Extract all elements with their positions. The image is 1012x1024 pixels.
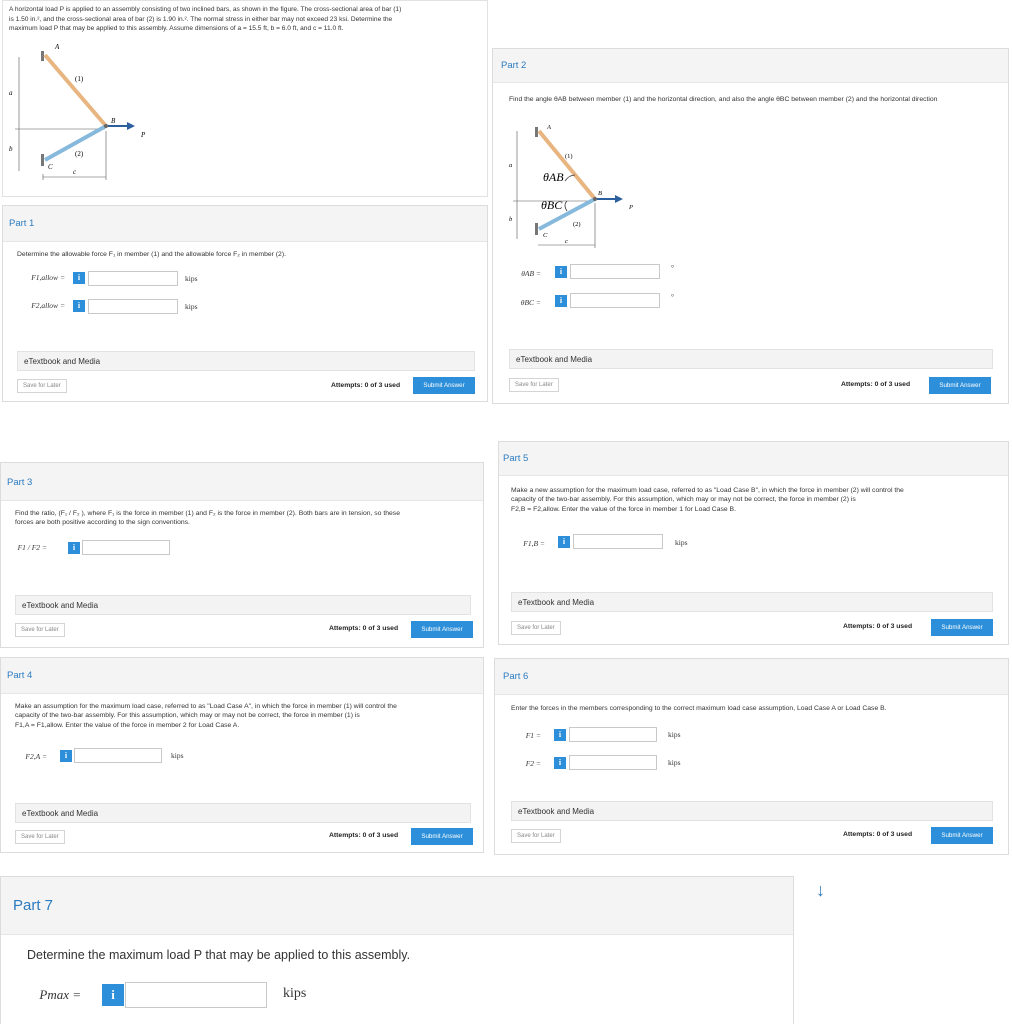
f2-allow-label: F2,allow = [31, 301, 65, 310]
f1-unit: kips [668, 730, 681, 739]
f1b-label: F1,B = [523, 539, 545, 548]
part-1-title: Part 1 [9, 218, 35, 229]
f2a-unit: kips [171, 751, 184, 760]
part-3-question-line-2: forces are both positive according to the sign conventions. [15, 519, 190, 527]
part-4-card [0, 657, 484, 853]
problem-line-2: is 1.50 in.², and the cross-sectional area of bar (2) is 1.90 in.². The normal stress in either bar may not exceed 23 ksi. Determine the [9, 15, 393, 23]
part-2-header [493, 49, 1008, 83]
part-5-header [499, 442, 1008, 476]
part-6-question: Enter the forces in the members corresponding to the correct maximum load case assumption, Load Case A or Load Case B. [511, 705, 887, 712]
info-icon[interactable]: i [558, 536, 570, 548]
part-6-card [494, 658, 1009, 855]
part-4-question [15, 702, 477, 730]
part-4-header [1, 658, 483, 694]
part-5-question-line-2: capacity of the two-bar assembly. For this assumption, which may or may not be correct, the force in member (2) is [511, 496, 856, 504]
pmax-input[interactable] [125, 982, 267, 1008]
info-icon[interactable]: i [554, 729, 566, 741]
fig-label-p: P [141, 131, 146, 139]
problem-statement [2, 0, 488, 197]
f1-allow-label: F1,allow = [31, 273, 65, 282]
f1-input[interactable] [569, 727, 657, 742]
part-3-question-line-1: Find the ratio, (F₁ / F₂ ), where F₁ is the force in member (1) and F₂ is the force in member (2). Both bars are in tension, so these [15, 510, 400, 517]
part-1-save-button[interactable]: Save for Later [17, 379, 67, 393]
scroll-down-icon[interactable]: ↓ [816, 880, 825, 900]
part-6-etextbook[interactable]: eTextbook and Media [511, 801, 993, 821]
part-2-submit-button[interactable]: Submit Answer [929, 377, 991, 394]
part-3-etextbook[interactable]: eTextbook and Media [15, 595, 471, 615]
part-7-header [1, 877, 793, 935]
fig2-dim-b: b [509, 216, 513, 223]
fig2-label-member-1: (1) [565, 153, 573, 160]
theta-bc-input[interactable] [570, 293, 660, 308]
fig2-dim-c: c [565, 238, 568, 245]
ratio-label: F1 / F2 = [17, 543, 47, 552]
fig-label-c-point: C [48, 163, 53, 171]
problem-line-3: maximum load P that may be applied to this assembly. Assume dimensions of a = 15.5 ft, b = 6.0 ft, and c = 11.0 ft. [9, 25, 344, 33]
info-icon[interactable]: i [73, 300, 85, 312]
fig-dim-b: b [9, 145, 13, 153]
part-2-card [492, 48, 1009, 404]
f2-unit: kips [668, 758, 681, 767]
part-1-header [3, 206, 487, 242]
theta-bc-label: θBC [541, 198, 563, 212]
f2-label: F2 = [525, 759, 541, 768]
fig-label-member-2: (2) [75, 150, 84, 158]
theta-ab-row-label: θAB = [521, 269, 541, 278]
part-2-question: Find the angle θAB between member (1) and the horizontal direction, and also the angle θBC between member (2) and the horizontal direction [509, 96, 938, 103]
theta-ab-label: θAB [543, 170, 564, 184]
fig2-label-b-point: B [598, 190, 602, 197]
fig-label-a-point: A [55, 43, 60, 51]
part-2-save-button[interactable]: Save for Later [509, 378, 559, 392]
f2a-input[interactable] [74, 748, 162, 763]
part-3-attempts: Attempts: 0 of 3 used [329, 625, 399, 632]
info-icon[interactable]: i [73, 272, 85, 284]
f2a-label: F2,A = [25, 752, 47, 761]
part-7-title: Part 7 [13, 897, 54, 914]
f2-input[interactable] [569, 755, 657, 770]
info-icon[interactable]: i [60, 750, 72, 762]
part-5-question-line-1: Make a new assumption for the maximum load case, referred to as "Load Case B", in which the force in member (2) will control the [511, 487, 904, 494]
part-5-save-button[interactable]: Save for Later [511, 621, 561, 635]
part-1-question: Determine the allowable force F₁ in member (1) and the allowable force F₂ in member (2). [17, 251, 286, 258]
part-4-etextbook[interactable]: eTextbook and Media [15, 803, 471, 823]
pmax-label: Pmax = [39, 987, 81, 1002]
f1b-unit: kips [675, 538, 688, 547]
problem-text [9, 5, 487, 34]
part-5-attempts: Attempts: 0 of 3 used [843, 623, 913, 630]
part-6-save-button[interactable]: Save for Later [511, 829, 561, 843]
fig2-dim-a: a [509, 162, 513, 169]
part-1-submit-button[interactable]: Submit Answer [413, 377, 475, 394]
f1-allow-input[interactable] [88, 271, 178, 286]
part-4-save-button[interactable]: Save for Later [15, 830, 65, 844]
part-4-submit-button[interactable]: Submit Answer [411, 828, 473, 845]
part-1-card [2, 205, 488, 402]
f2-allow-unit: kips [185, 302, 198, 311]
part-6-title: Part 6 [503, 671, 529, 682]
fig2-label-c-point: C [543, 232, 548, 239]
part-3-submit-button[interactable]: Submit Answer [411, 621, 473, 638]
theta-ab-unit: ° [671, 263, 674, 272]
info-icon[interactable]: i [102, 984, 124, 1006]
part-4-attempts: Attempts: 0 of 3 used [329, 832, 399, 839]
part-4-title: Part 4 [7, 670, 33, 681]
part-2-title: Part 2 [501, 60, 527, 71]
theta-ab-input[interactable] [570, 264, 660, 279]
info-icon[interactable]: i [555, 295, 567, 307]
part-2-etextbook[interactable]: eTextbook and Media [509, 349, 993, 369]
part-5-title: Part 5 [503, 453, 529, 464]
fig2-label-a-point: A [547, 124, 551, 131]
theta-bc-unit: ° [671, 292, 674, 301]
fig-label-b-point: B [111, 117, 116, 125]
part-3-question [15, 509, 477, 528]
part-1-attempts: Attempts: 0 of 3 used [331, 382, 401, 389]
part-3-save-button[interactable]: Save for Later [15, 623, 65, 637]
part-3-header [1, 463, 483, 501]
part-5-question [511, 486, 1001, 514]
part-2-attempts: Attempts: 0 of 3 used [841, 381, 911, 388]
part-7-question: Determine the maximum load P that may be applied to this assembly. [27, 948, 411, 962]
part-1-etextbook[interactable]: eTextbook and Media [17, 351, 475, 371]
info-icon[interactable]: i [68, 542, 80, 554]
f1-label: F1 = [525, 731, 541, 740]
f2-allow-input[interactable] [88, 299, 178, 314]
part-6-attempts: Attempts: 0 of 3 used [843, 831, 913, 838]
f1b-input[interactable] [573, 534, 663, 549]
part-4-question-line-2: capacity of the two-bar assembly. For this assumption, which may or may not be correct, the force in member (1) is [15, 712, 360, 720]
fig-label-member-1: (1) [75, 75, 84, 83]
theta-bc-row-label: θBC = [520, 298, 541, 307]
part-5-card [498, 441, 1009, 645]
angle-figure [503, 123, 653, 249]
part-5-etextbook[interactable]: eTextbook and Media [511, 592, 993, 612]
assembly-figure [3, 39, 173, 189]
part-3-card [0, 462, 484, 648]
part-3-title: Part 3 [7, 477, 33, 488]
ratio-input[interactable] [82, 540, 170, 555]
part-4-question-line-1: Make an assumption for the maximum load case, referred to as "Load Case A", in which the force in member (1) will control the [15, 703, 397, 710]
fig-dim-a: a [9, 89, 13, 97]
fig2-label-member-2: (2) [573, 221, 581, 228]
part-5-submit-button[interactable]: Submit Answer [931, 619, 993, 636]
part-7-card [0, 876, 794, 1024]
info-icon[interactable]: i [554, 757, 566, 769]
part-6-header [495, 659, 1008, 695]
info-icon[interactable]: i [555, 266, 567, 278]
part-4-question-line-3: F1,A = F1,allow. Enter the value of the force in member 2 for Load Case A. [15, 721, 240, 729]
part-6-submit-button[interactable]: Submit Answer [931, 827, 993, 844]
fig2-label-p: P [629, 204, 633, 211]
part-5-question-line-3: F2,B = F2,allow. Enter the value of the force in member 1 for Load Case B. [511, 505, 736, 513]
f1-allow-unit: kips [185, 274, 198, 283]
fig-dim-c: c [73, 168, 77, 176]
problem-line-1: A horizontal load P is applied to an assembly consisting of two inclined bars, as shown in the figure. The cross-sectional area of bar (1) [9, 6, 402, 13]
pmax-unit: kips [283, 986, 307, 1001]
